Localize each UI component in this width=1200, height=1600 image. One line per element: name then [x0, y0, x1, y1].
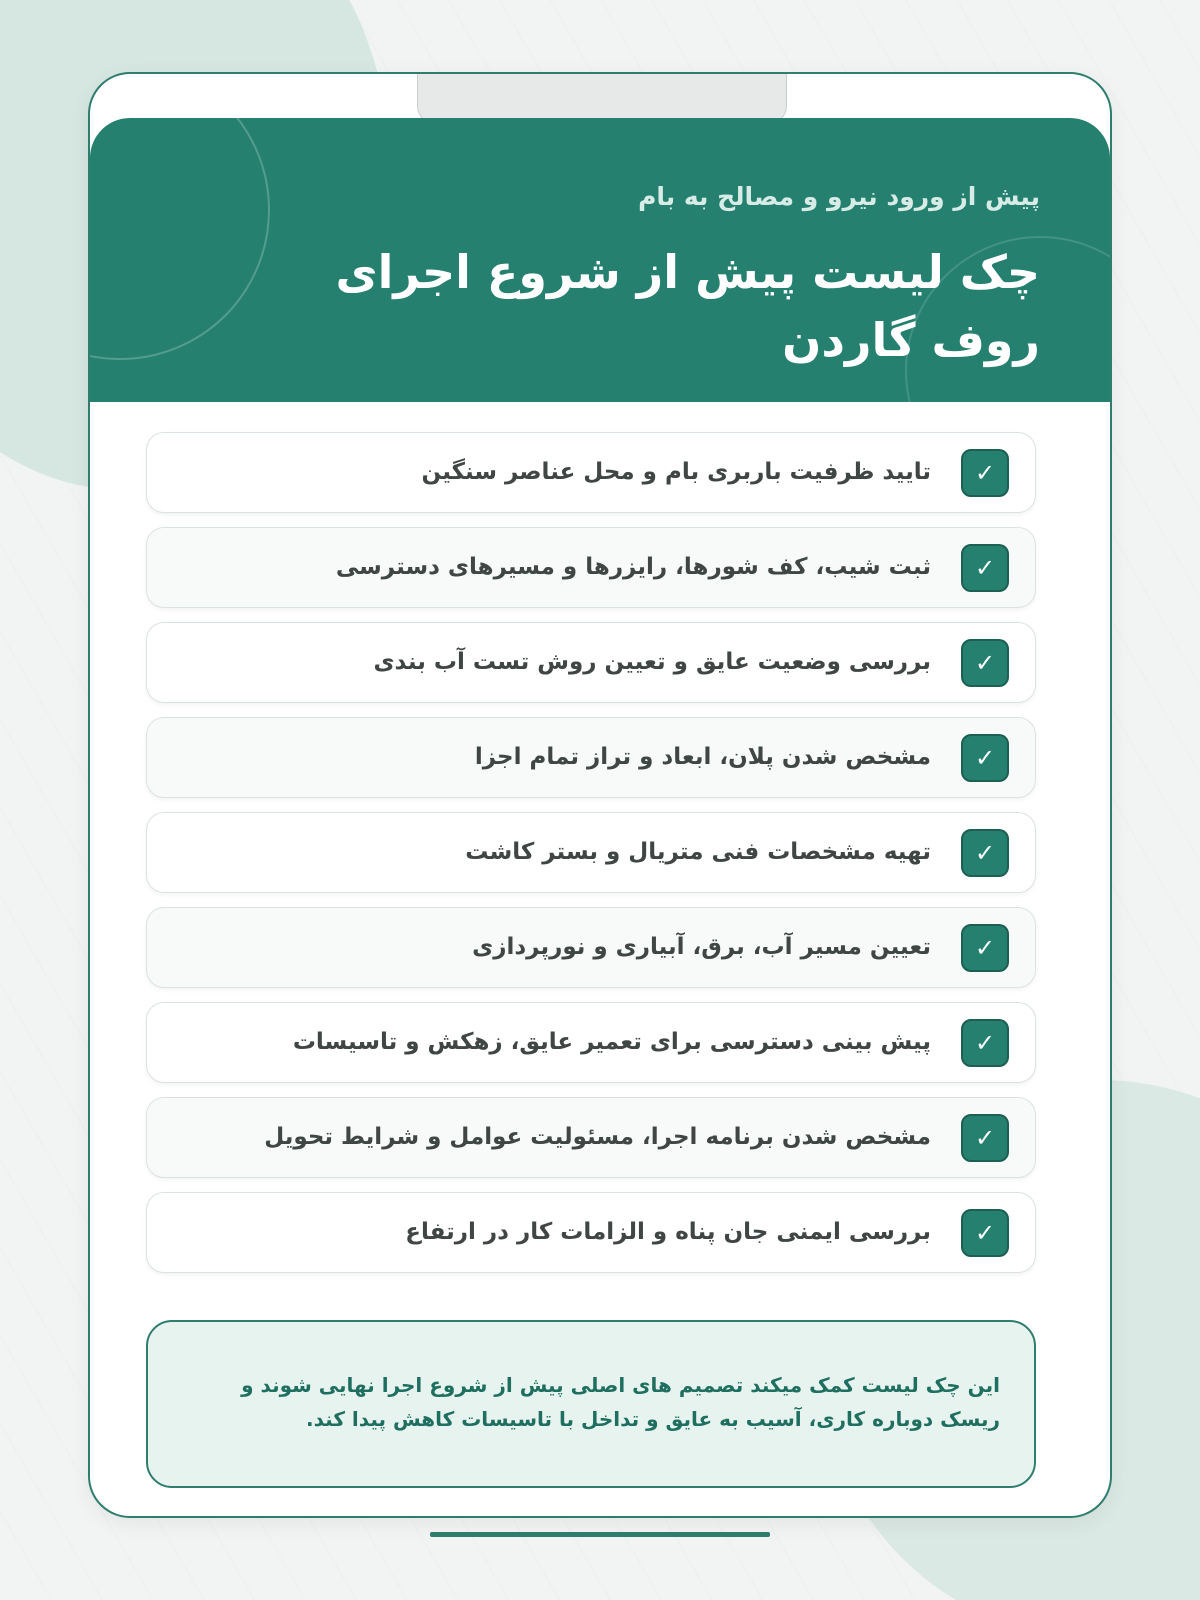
decorative-circle: [90, 118, 270, 360]
bottom-bar: [430, 1532, 770, 1537]
header-subtitle: پیش از ورود نیرو و مصالح به بام: [638, 182, 1040, 211]
checklist-item: [146, 1097, 1036, 1178]
checklist-item-label: تهیه مشخصات فنی متریال و بستر کاشت: [465, 839, 931, 865]
checklist-item: [146, 622, 1036, 703]
check-icon[interactable]: ✓: [961, 829, 1009, 877]
check-icon[interactable]: ✓: [961, 734, 1009, 782]
info-note: [146, 1320, 1036, 1488]
card-top-tab: [417, 72, 787, 124]
note-text: این چک لیست کمک میکند تصمیم های اصلی پیش از شروع اجرا نهایی شوند و ریسک دوباره کاری، آسیب به عایق و تداخل با تاسیسات کاهش پیدا کند.: [241, 1373, 1000, 1431]
checklist-item-label: تایید ظرفیت باربری بام و محل عناصر سنگین: [421, 459, 931, 485]
checklist-item: [146, 527, 1036, 608]
checklist-item: [146, 717, 1036, 798]
checklist: [146, 432, 1036, 1287]
check-icon[interactable]: ✓: [961, 544, 1009, 592]
page-title: چک لیست پیش از شروع اجرای روف گاردن: [335, 245, 1040, 367]
checklist-item-label: تعیین مسیر آب، برق، آبیاری و نورپردازی: [472, 934, 931, 960]
check-icon[interactable]: ✓: [961, 1114, 1009, 1162]
checklist-item: [146, 432, 1036, 513]
check-icon[interactable]: ✓: [961, 449, 1009, 497]
checklist-item-label: بررسی ایمنی جان پناه و الزامات کار در ارتفاع: [405, 1219, 931, 1245]
checklist-item-label: ثبت شیب، کف شورها، رایزرها و مسیرهای دسترسی: [335, 554, 931, 580]
checklist-item: [146, 812, 1036, 893]
check-icon[interactable]: ✓: [961, 639, 1009, 687]
checklist-item: [146, 1002, 1036, 1083]
check-icon[interactable]: ✓: [961, 1019, 1009, 1067]
check-icon[interactable]: ✓: [961, 1209, 1009, 1257]
checklist-item-label: بررسی وضعیت عایق و تعیین روش تست آب بندی: [373, 649, 931, 675]
checklist-item-label: پیش بینی دسترسی برای تعمیر عایق، زهکش و تاسیسات: [292, 1029, 931, 1055]
checklist-item-label: مشخص شدن برنامه اجرا، مسئولیت عوامل و شرایط تحویل: [264, 1124, 931, 1150]
card-header: [90, 118, 1110, 402]
checklist-item: [146, 907, 1036, 988]
checklist-item-label: مشخص شدن پلان، ابعاد و تراز تمام اجزا: [474, 744, 931, 770]
checklist-item: [146, 1192, 1036, 1273]
check-icon[interactable]: ✓: [961, 924, 1009, 972]
checklist-card: [88, 72, 1112, 1518]
